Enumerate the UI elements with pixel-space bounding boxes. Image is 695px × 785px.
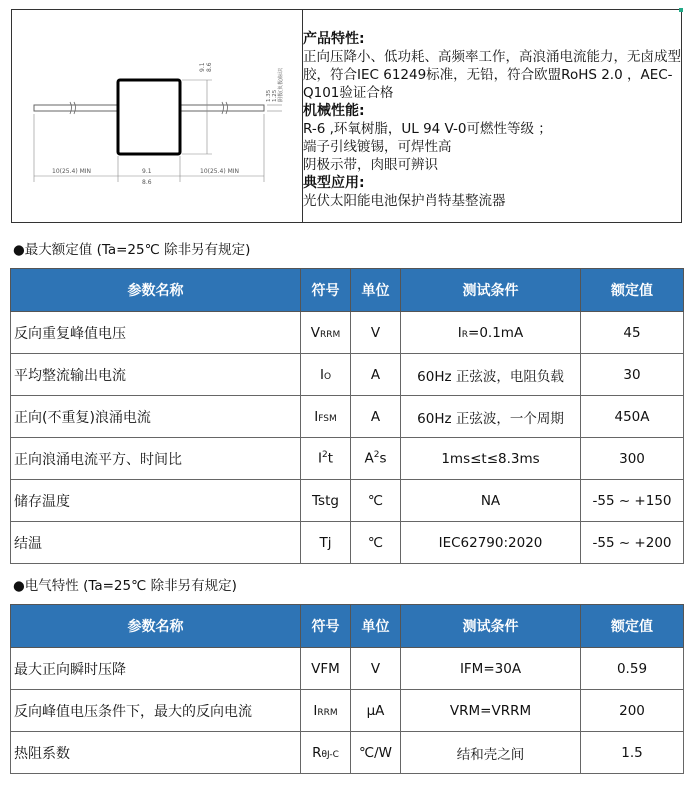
section-electrical-title: ●电气特性 (Ta=25℃ 除非另有规定): [13, 578, 237, 594]
param-unit: ℃/W: [351, 732, 401, 774]
dim-body-height-a: 9.1: [199, 62, 206, 72]
param-value: -55 ~ +200: [581, 522, 684, 564]
header-unit: 单位: [351, 605, 401, 648]
table-row: [11, 522, 684, 564]
param-symbol: Tstg: [301, 480, 351, 522]
param-value: 0.59: [581, 648, 684, 690]
param-name: 储存温度: [11, 480, 301, 522]
param-value: 200: [581, 690, 684, 732]
param-condition: NA: [401, 480, 581, 522]
dim-lead-a: 1.35: [266, 89, 272, 102]
table-row: [11, 312, 684, 354]
electrical-table: [10, 604, 684, 774]
dim-body-width-a: 9.1: [142, 168, 152, 175]
param-unit: A: [351, 354, 401, 396]
param-name: 正向浪涌电流平方、时间比: [11, 438, 301, 480]
header-condition: 测试条件: [401, 269, 581, 312]
application-title: 典型应用:: [303, 175, 365, 191]
table-row: [11, 690, 684, 732]
param-condition: 60Hz 正弦波，一个周期: [401, 396, 581, 438]
header-param: 参数名称: [11, 269, 301, 312]
header-condition: 测试条件: [401, 605, 581, 648]
table-row: [11, 354, 684, 396]
param-unit: V: [351, 312, 401, 354]
param-condition: 60Hz 正弦波，电阻负载: [401, 354, 581, 396]
param-value: 1.5: [581, 732, 684, 774]
dim-lead-b: 1.25: [272, 89, 278, 102]
table-row: [11, 732, 684, 774]
header-symbol: 符号: [301, 605, 351, 648]
param-value: 45: [581, 312, 684, 354]
param-unit: V: [351, 648, 401, 690]
product-info-panel: [11, 9, 682, 223]
application-text: 光伏太阳能电池保护肖特基整流器: [303, 193, 506, 209]
param-value: 450A: [581, 396, 684, 438]
mechanical-line-1: R-6 ,环氧树脂，UL 94 V-0可燃性等级 ；: [303, 121, 552, 137]
dimension-drawing-svg: [12, 10, 302, 222]
param-symbol: VRRM: [301, 312, 351, 354]
dim-left-lead: 10(25.4) MIN: [52, 168, 92, 175]
param-condition: VRM=VRRM: [401, 690, 581, 732]
param-symbol: VFM: [301, 648, 351, 690]
table-row: [11, 438, 684, 480]
param-unit: A: [351, 396, 401, 438]
param-value: -55 ~ +150: [581, 480, 684, 522]
header-param: 参数名称: [11, 605, 301, 648]
table-row: [11, 480, 684, 522]
param-unit: μA: [351, 690, 401, 732]
table-row: [11, 396, 684, 438]
param-symbol: IO: [301, 354, 351, 396]
header-symbol: 符号: [301, 269, 351, 312]
param-value: 30: [581, 354, 684, 396]
param-name: 反向重复峰值电压: [11, 312, 301, 354]
dim-body-height-b: 8.6: [206, 62, 213, 72]
product-description: [303, 30, 681, 210]
param-symbol: IRRM: [301, 690, 351, 732]
features-text: 正向压降小、低功耗、高频率工作，高浪涌电流能力，无卤成型胶，符合IEC 61249标准，无铅，符合欧盟RoHS 2.0 ，AEC-Q101验证合格: [303, 49, 681, 101]
param-condition: 结和壳之间: [401, 732, 581, 774]
cathode-note: 阴极(负极)标识: [278, 68, 284, 102]
dim-right-lead: 10(25.4) MIN: [200, 168, 240, 175]
param-name: 热阻系数: [11, 732, 301, 774]
corner-marker: [679, 8, 683, 12]
table-row: [11, 648, 684, 690]
mechanical-line-2: 端子引线镀锡，可焊性高: [303, 139, 452, 155]
header-rating: 额定值: [581, 269, 684, 312]
param-symbol: $I^2t$: [301, 438, 351, 480]
features-title: 产品特性:: [303, 31, 365, 47]
param-unit: ℃: [351, 480, 401, 522]
mechanical-line-3: 阴极示带，肉眼可辨识: [303, 157, 438, 173]
param-unit: ℃: [351, 522, 401, 564]
param-condition: 1ms≤t≤8.3ms: [401, 438, 581, 480]
max-ratings-table: [10, 268, 684, 564]
param-condition: IR=0.1mA: [401, 312, 581, 354]
param-symbol: Tj: [301, 522, 351, 564]
param-name: 反向峰值电压条件下，最大的反向电流: [11, 690, 301, 732]
param-unit: $A^2s$: [351, 438, 401, 480]
param-condition: IFM=30A: [401, 648, 581, 690]
table-header-row: [11, 605, 684, 648]
package-outline-drawing: [12, 10, 303, 222]
param-symbol: IFSM: [301, 396, 351, 438]
table-header-row: [11, 269, 684, 312]
header-unit: 单位: [351, 269, 401, 312]
header-rating: 额定值: [581, 605, 684, 648]
param-name: 正向(不重复)浪涌电流: [11, 396, 301, 438]
param-value: 300: [581, 438, 684, 480]
param-symbol: RθJ-C: [301, 732, 351, 774]
param-name: 平均整流输出电流: [11, 354, 301, 396]
param-condition: IEC62790:2020: [401, 522, 581, 564]
dim-body-width-b: 8.6: [142, 179, 152, 186]
section-max-ratings-title: ●最大额定值 (Ta=25℃ 除非另有规定): [13, 242, 251, 258]
mechanical-title: 机械性能:: [303, 103, 365, 119]
param-name: 结温: [11, 522, 301, 564]
param-name: 最大正向瞬时压降: [11, 648, 301, 690]
